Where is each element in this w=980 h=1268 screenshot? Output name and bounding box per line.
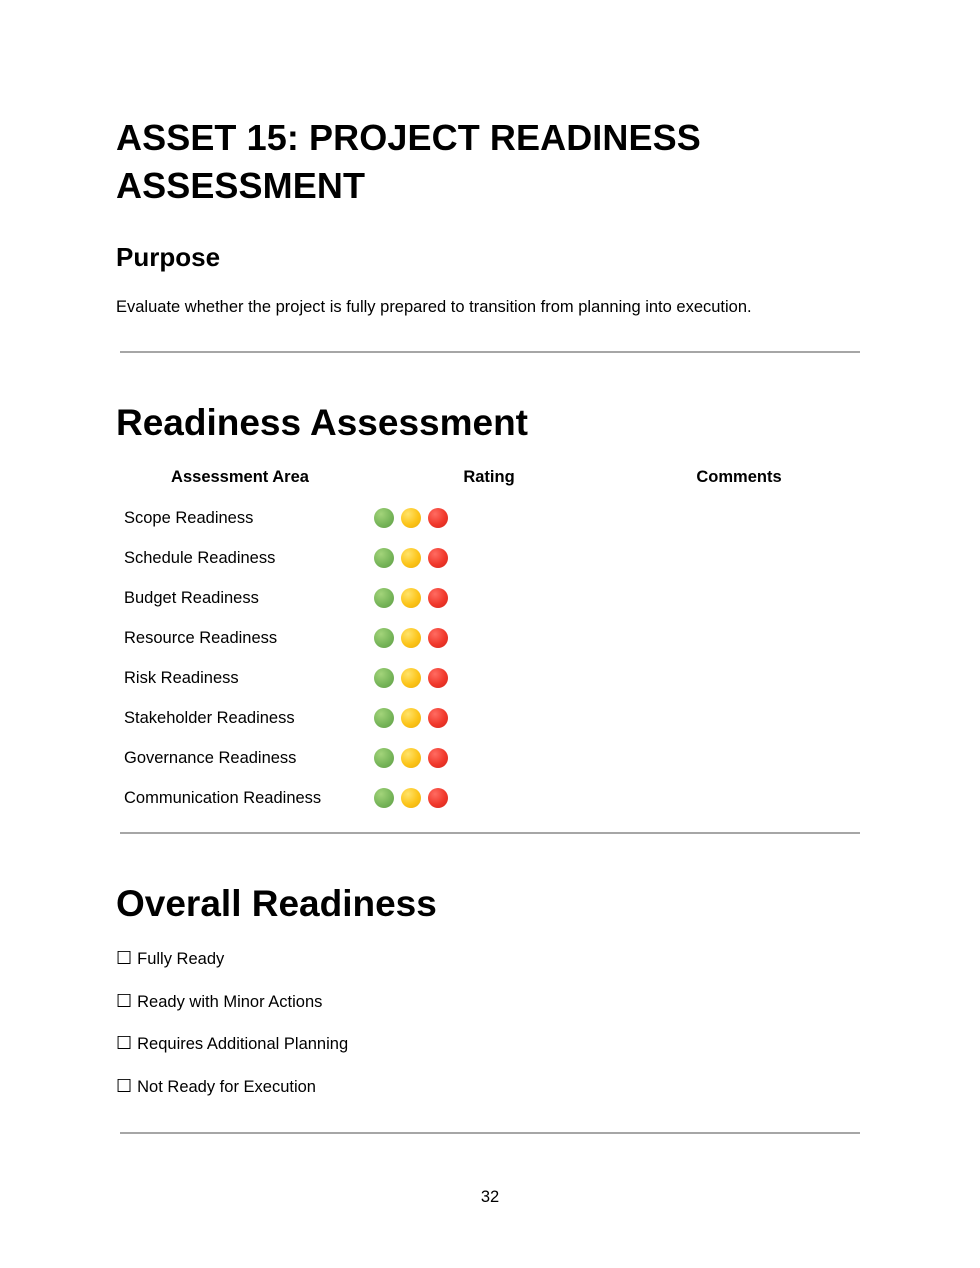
table-row <box>116 658 864 698</box>
assessment-area-label: Schedule Readiness <box>124 549 276 567</box>
red-circle-icon[interactable] <box>428 668 448 688</box>
comments-cell[interactable] <box>614 628 864 648</box>
readiness-option-label: Ready with Minor Actions <box>137 992 323 1011</box>
readiness-option-label: Requires Additional Planning <box>137 1035 349 1053</box>
readiness-option[interactable] <box>116 948 348 991</box>
column-header-assessment-area: Assessment Area <box>171 468 309 486</box>
rating-options <box>374 788 448 808</box>
red-circle-icon[interactable] <box>428 708 448 728</box>
green-circle-icon[interactable] <box>374 788 394 808</box>
readiness-option[interactable] <box>116 991 348 1034</box>
red-circle-icon[interactable] <box>428 788 448 808</box>
comments-cell[interactable] <box>614 708 864 728</box>
divider <box>120 351 860 353</box>
assessment-area-label: Risk Readiness <box>124 669 239 687</box>
comments-cell[interactable] <box>614 668 864 688</box>
rating-options <box>374 628 448 648</box>
page-number: 32 <box>480 1188 500 1206</box>
page-title: ASSET 15: PROJECT READINESS ASSESSMENT <box>116 117 701 206</box>
comments-cell[interactable] <box>614 588 864 608</box>
rating-options <box>374 508 448 528</box>
divider <box>120 1132 860 1134</box>
divider <box>120 832 860 834</box>
green-circle-icon[interactable] <box>374 668 394 688</box>
readiness-option[interactable] <box>116 1033 348 1076</box>
readiness-option-label: Not Ready for Execution <box>137 1077 316 1096</box>
yellow-circle-icon[interactable] <box>401 788 421 808</box>
assessment-area-label: Governance Readiness <box>124 749 297 767</box>
yellow-circle-icon[interactable] <box>401 628 421 648</box>
yellow-circle-icon[interactable] <box>401 708 421 728</box>
checkbox-icon[interactable]: ☐ <box>116 1075 133 1097</box>
red-circle-icon[interactable] <box>428 548 448 568</box>
table-row <box>116 778 864 818</box>
yellow-circle-icon[interactable] <box>401 548 421 568</box>
comments-cell[interactable] <box>614 788 864 808</box>
comments-cell[interactable] <box>614 508 864 528</box>
red-circle-icon[interactable] <box>428 748 448 768</box>
green-circle-icon[interactable] <box>374 628 394 648</box>
rating-options <box>374 668 448 688</box>
yellow-circle-icon[interactable] <box>401 508 421 528</box>
yellow-circle-icon[interactable] <box>401 588 421 608</box>
yellow-circle-icon[interactable] <box>401 668 421 688</box>
table-row <box>116 618 864 658</box>
green-circle-icon[interactable] <box>374 588 394 608</box>
purpose-heading: Purpose <box>116 242 221 272</box>
table-row <box>116 738 864 778</box>
comments-cell[interactable] <box>614 548 864 568</box>
readiness-option[interactable] <box>116 1076 348 1119</box>
overall-readiness-heading: Overall Readiness <box>116 883 437 924</box>
red-circle-icon[interactable] <box>428 588 448 608</box>
rating-options <box>374 588 448 608</box>
rating-options <box>374 748 448 768</box>
table-row <box>116 578 864 618</box>
assessment-area-label: Stakeholder Readiness <box>124 709 295 727</box>
green-circle-icon[interactable] <box>374 708 394 728</box>
checkbox-icon[interactable]: ☐ <box>116 948 133 969</box>
rating-options <box>374 708 448 728</box>
table-row <box>116 538 864 578</box>
table-row <box>116 498 864 538</box>
green-circle-icon[interactable] <box>374 508 394 528</box>
rating-options <box>374 548 448 568</box>
purpose-text: Evaluate whether the project is fully prepared to transition from planning into execution. <box>116 298 752 316</box>
overall-readiness-options <box>116 948 348 1118</box>
column-header-comments: Comments <box>696 468 782 486</box>
checkbox-icon[interactable]: ☐ <box>116 1033 133 1054</box>
checkbox-icon[interactable]: ☐ <box>116 990 133 1012</box>
table-row <box>116 698 864 738</box>
yellow-circle-icon[interactable] <box>401 748 421 768</box>
readiness-assessment-heading: Readiness Assessment <box>116 402 529 443</box>
assessment-table-header <box>116 468 864 490</box>
assessment-area-label: Budget Readiness <box>124 589 259 607</box>
red-circle-icon[interactable] <box>428 508 448 528</box>
red-circle-icon[interactable] <box>428 628 448 648</box>
column-header-rating: Rating <box>463 468 515 486</box>
assessment-area-label: Scope Readiness <box>124 509 254 527</box>
green-circle-icon[interactable] <box>374 548 394 568</box>
green-circle-icon[interactable] <box>374 748 394 768</box>
readiness-option-label: Fully Ready <box>137 950 225 968</box>
assessment-table-body <box>116 498 864 818</box>
assessment-area-label: Communication Readiness <box>124 789 322 807</box>
assessment-area-label: Resource Readiness <box>124 629 278 647</box>
comments-cell[interactable] <box>614 748 864 768</box>
